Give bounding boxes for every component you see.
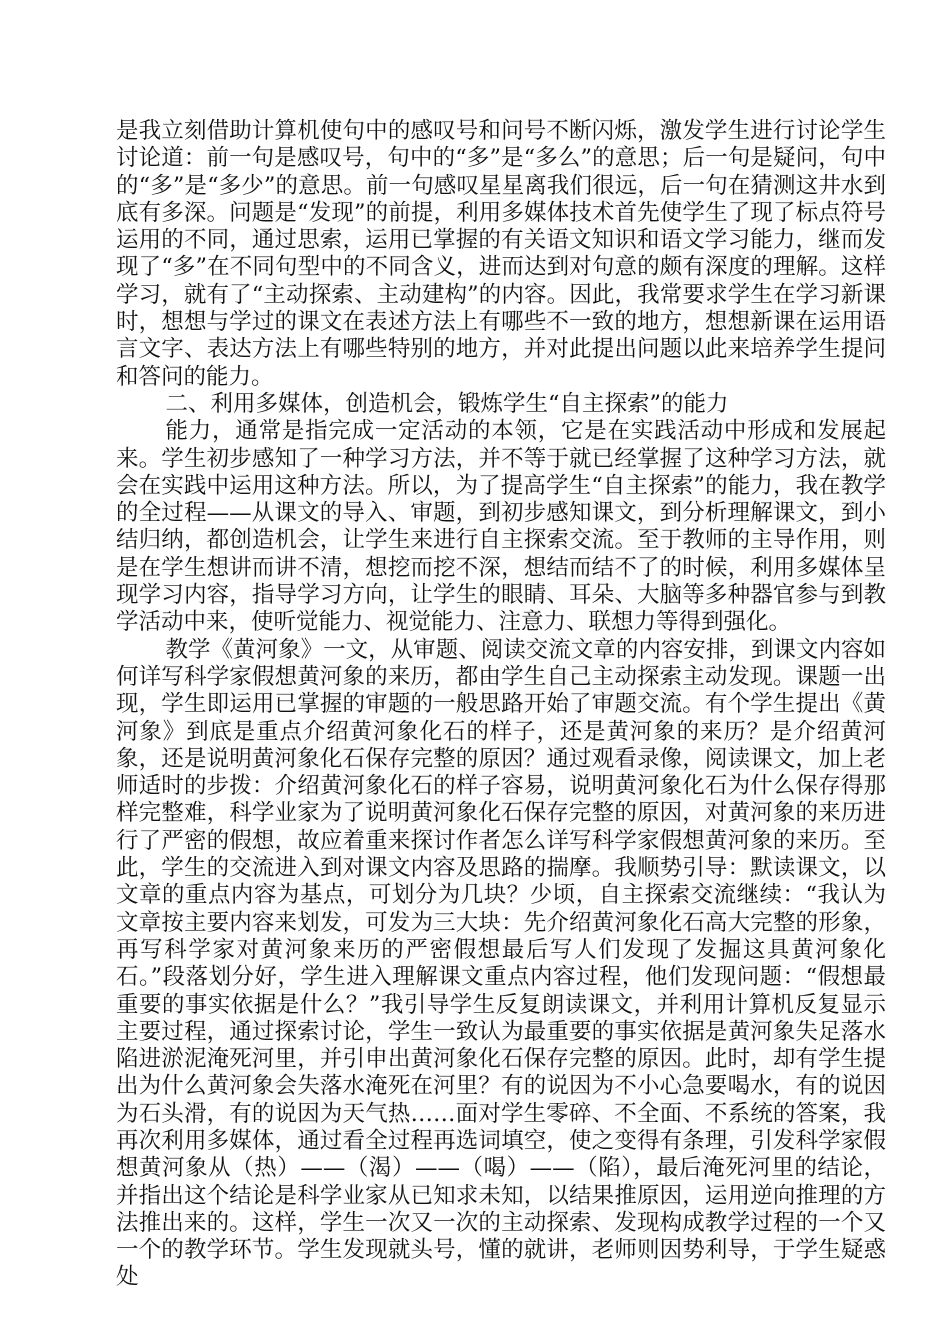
paragraph-discussion-punctuation: 是我立刻借助计算机使句中的感叹号和问号不断闪烁，激发学生进行讨论学生讨论道：前一句是感叹号，句中的“多”是“多么”的意思；后一句是疑问，句中的“多”是“多少”的意思。前一句感叹星星离我们很远，后一句在猜测这井水到底有多深。问题是“发现”的前提，利用多媒体技术首先使学生了现了标点符号运用的不同，通过思索，运用已掌握的有关语文知识和语文学习能力，继而发现了“多”在不同句型中的不同含义，进而达到对句意的颇有深度的理解。这样学习，就有了“主动探索、主动建构”的内容。因此，我常要求学生在学习新课时，想想与学过的课文在表述方法上有哪些不一致的地方，想想新课在运用语言文字、表达方法上有哪些特别的地方，并对此提出问题以此来培养学生提问和答问的能力。 — [116, 118, 886, 390]
paragraph-ability: 能力，通常是指完成一定活动的本领，它是在实践活动中形成和发展起来。学生初步感知了一种学习方法，并不等于就已经掌握了这种学习方法，就会在实践中运用这种方法。所以，为了提高学生“自主探索”的能力，我在教学的全过程——从课文的导入、审题，到初步感知课文，到分析理解课文，到小结归纳，都创造机会，让学生来进行自主探索交流。至于教师的主导作用，则是在学生想讲而讲不清，想挖而挖不深，想结而结不了的时候，利用多媒体呈现学习内容，指导学习方向，让学生的眼睛、耳朵、大脑等多种器官参与到教学活动中来，使听觉能力、视觉能力、注意力、联想力等得到强化。 — [116, 418, 886, 636]
section-heading-2: 二、利用多媒体，创造机会，锻炼学生“自主探索”的能力 — [165, 390, 729, 417]
paragraph-yellow-river-elephant: 教学《黄河象》一文，从审题、阅读交流文章的内容安排，到课文内容如何详写科学家假想黄河象的来历，都由学生自己主动探索主动发现。课题一出现，学生即运用已掌握的审题的一般思路开始了审题交流。有个学生提出《黄河象》到底是重点介绍黄河象化石的样子，还是黄河象的来历？是介绍黄河象，还是说明黄河象化石保存完整的原因？通过观看录像，阅读课文，加上老师适时的步拨：介绍黄河象化石的样子容易，说明黄河象化石为什么保存得那样完整难，科学业家为了说明黄河象化石保存完整的原因，对黄河象的来历进行了严密的假想，故应着重来探讨作者怎么详写科学家假想黄河象的来历。至此，学生的交流进入到对课文内容及思路的揣摩。我顺势引导：默读课文，以文章的重点内容为基点，可划分为几块？少顷，自主探索交流继续：“我认为文章按主要内容来划发，可发为三大块：先介绍黄河象化石高大完整的形象，再写科学家对黄河象来历的严密假想最后写人们发现了发掘这具黄河象化石。”段落划分好，学生进入理解课文重点内容过程，他们发现问题：“假想最重要的事实依据是什么？”我引导学生反复朗读课文，并利用计算机反复显示主要过程，通过探索讨论，学生一致认为最重要的事实依据是黄河象失足落水陷进淤泥淹死河里，并引申出黄河象化石保存完整的原因。此时，却有学生提出为什么黄河象会失落水淹死在河里？有的说因为不小心急要喝水，有的说因为石头滑，有的说因为天气热……面对学生零碎、不全面、不系统的答案，我再次利用多媒体，通过看全过程再选词填空，使之变得有条理，引发科学家假想黄河象从（热）——（渴）——（喝）——（陷），最后淹死河里的结论，并指出这个结论是科学业家从已知求未知，以结果推原因，运用逆向推理的方法推出来的。这样，学生一次又一次的主动探索、发现构成教学过程的一个又一个的教学环节。学生发现就头号，懂的就讲，老师则因势利导，于学生疑惑处 — [116, 636, 886, 1291]
document-page — [116, 118, 886, 1292]
